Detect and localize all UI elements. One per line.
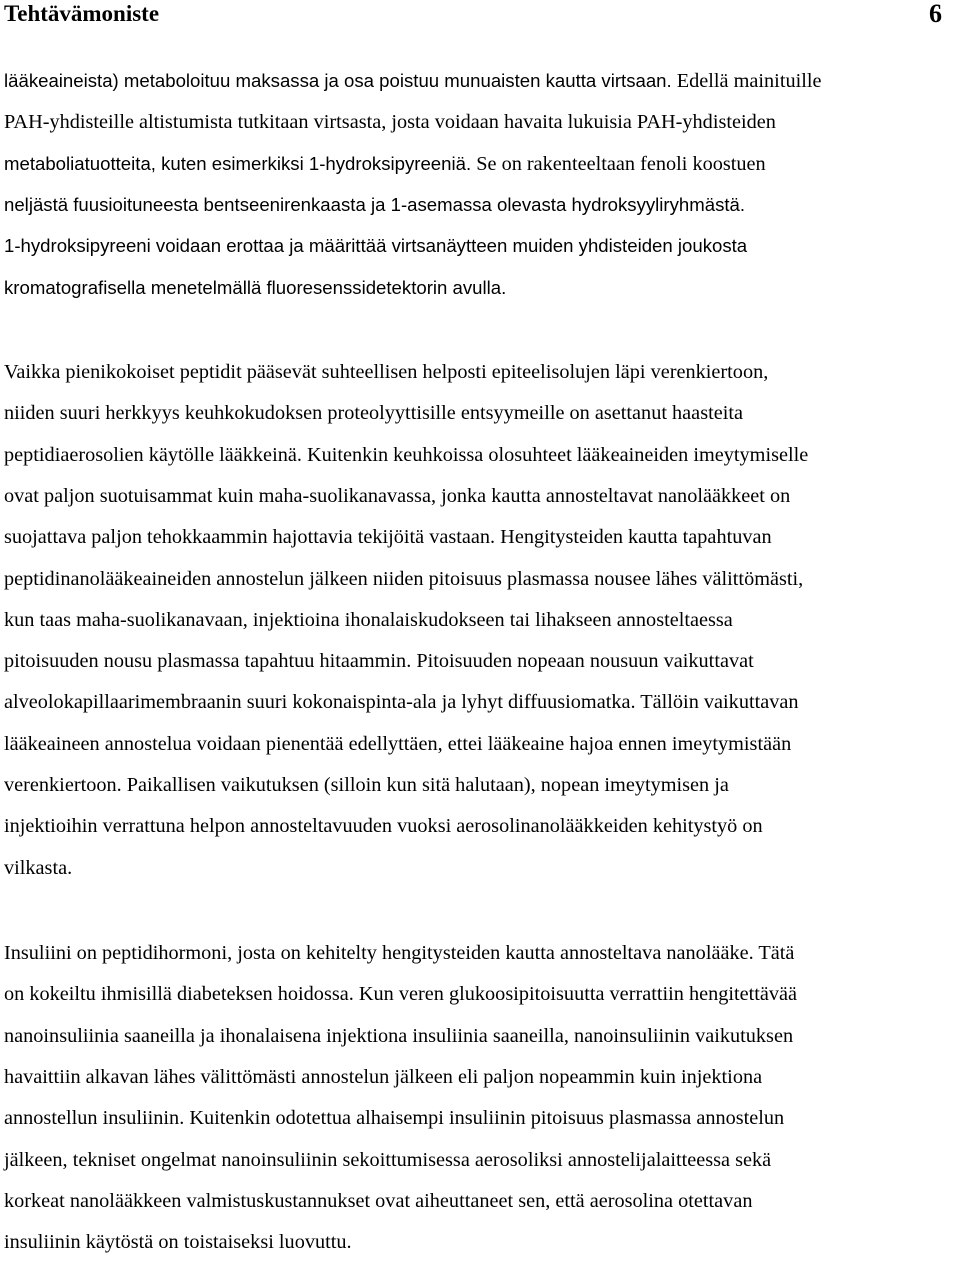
text-segment: 1-hydroksipyreeni voidaan erottaa ja määrittää virtsanäytteen muiden yhdisteiden joukosta — [4, 235, 748, 257]
text-segment: injektioihin verrattuna helpon annosteltavuuden vuoksi aerosolinanolääkkeiden kehitystyö on — [4, 815, 763, 838]
text-line — [4, 400, 743, 426]
text-segment: lääkeaineen annostelua voidaan pienentää edellyttäen, ettei lääkeaine hajoa ennen imeytymistään — [4, 732, 792, 755]
text-line — [4, 275, 506, 301]
text-line — [4, 648, 754, 674]
page-header — [4, 0, 942, 28]
text-line — [4, 940, 794, 966]
text-line — [4, 607, 733, 633]
text-segment: insuliinin käytöstä on toistaiseksi luovuttu. — [4, 1231, 352, 1254]
text-segment: suojattava paljon tehokkaammin hajottavia tekijöitä vastaan. Hengitysteiden kautta tapahtuvan — [4, 526, 772, 549]
text-segment: vilkasta. — [4, 856, 73, 879]
text-segment: lääkeaineista) metaboloituu maksassa ja osa poistuu munuaisten kautta virtsaan. — [4, 70, 672, 91]
text-segment: peptidiaerosolien käytölle lääkkeinä. Kuitenkin keuhkoissa olosuhteet lääkeaineiden imeytymiselle — [4, 443, 809, 466]
text-line — [4, 192, 745, 218]
text-segment: Vaikka pienikokoiset peptidit pääsevät suhteellisen helposti epiteelisolujen läpi verenkiertoon, — [4, 361, 769, 383]
text-segment: jälkeen, tekniset ongelmat nanoinsuliinin sekoittumisessa aerosoliksi annostelijalaitteessa sekä — [4, 1148, 772, 1171]
text-line — [4, 68, 822, 94]
text-line — [4, 566, 803, 592]
text-segment: on kokeiltu ihmisillä diabeteksen hoidossa. Kun veren glukoosipitoisuutta verrattiin hengitettävää — [4, 983, 798, 1006]
text-line — [4, 1229, 352, 1255]
text-segment: PAH-yhdisteille altistumista tutkitaan virtsasta, josta voidaan havaita lukuisia PAH-yhdisteiden — [4, 111, 776, 134]
text-segment: Se on rakenteeltaan fenoli koostuen — [471, 152, 766, 175]
text-line — [4, 855, 72, 881]
text-line — [4, 731, 791, 757]
text-line — [4, 772, 729, 798]
text-segment: kun taas maha-suolikanavaan, injektioina ihonalaiskudokseen tai lihakseen annosteltaessa — [4, 608, 733, 631]
text-segment: kromatografisella menetelmällä fluoresenssidetektorin avulla. — [4, 276, 507, 298]
text-line — [4, 359, 768, 385]
text-line — [4, 1147, 771, 1173]
text-segment: neljästä fuusioituneesta bentseenirenkaasta ja 1-asemassa olevasta hydroksyyliryhmästä. — [4, 193, 746, 215]
text-line — [4, 1064, 762, 1090]
text-line — [4, 1188, 752, 1214]
text-line — [4, 442, 808, 468]
text-segment: metaboliatuotteita, kuten esimerkiksi 1-hydroksipyreeniä. — [4, 152, 472, 174]
text-line — [4, 689, 799, 715]
text-line — [4, 483, 790, 509]
text-line — [4, 109, 776, 135]
text-segment: nanoinsuliinia saaneilla ja ihonalaisena injektiona insuliinia saaneilla, nanoinsuliinin vaikutuksen — [4, 1024, 794, 1047]
text-segment: ovat paljon suotuisammat kuin maha-suolikanavassa, jonka kautta annosteltavat nanolääkkeet on — [4, 484, 791, 507]
text-line — [4, 151, 766, 177]
text-segment: Edellä mainituille — [671, 70, 822, 92]
text-segment: annostellun insuliinin. Kuitenkin odotettua alhaisempi insuliinin pitoisuus plasmassa annostelun — [4, 1107, 785, 1130]
text-line — [4, 1023, 793, 1049]
text-segment: korkeat nanolääkkeen valmistuskustannukset ovat aiheuttaneet sen, että aerosolina otettavan — [4, 1189, 753, 1212]
text-line — [4, 981, 797, 1007]
text-segment: pitoisuuden nousu plasmassa tapahtuu hitaammin. Pitoisuuden nopeaan nousuun vaikuttavat — [4, 650, 754, 673]
text-line — [4, 813, 763, 839]
page-number: 6 — [929, 0, 942, 28]
text-segment: havaittiin alkavan lähes välittömästi annostelun jälkeen eli paljon nopeammin kuin injektiona — [4, 1065, 763, 1088]
text-line — [4, 1105, 784, 1131]
text-line — [4, 524, 772, 550]
document-title: Tehtävämoniste — [4, 1, 160, 26]
text-segment: niiden suuri herkkyys keuhkokudoksen proteolyyttisille entsyymeille on asettanut haasteita — [4, 402, 743, 425]
text-segment: Insuliini on peptidihormoni, josta on kehitelty hengitysteiden kautta annosteltava nanolääke. Tätä — [4, 942, 795, 964]
text-segment: peptidinanolääkeaineiden annostelun jälkeen niiden pitoisuus plasmassa nousee lähes välittömästi, — [4, 567, 804, 590]
text-segment: verenkiertoon. Paikallisen vaikutuksen (silloin kun sitä halutaan), nopean imeytymisen ja — [4, 774, 729, 796]
text-segment: alveolokapillaarimembraanin suuri kokonaispinta-ala ja lyhyt diffuusiomatka. Tällöin vaikuttavan — [4, 691, 799, 714]
text-line — [4, 233, 747, 259]
